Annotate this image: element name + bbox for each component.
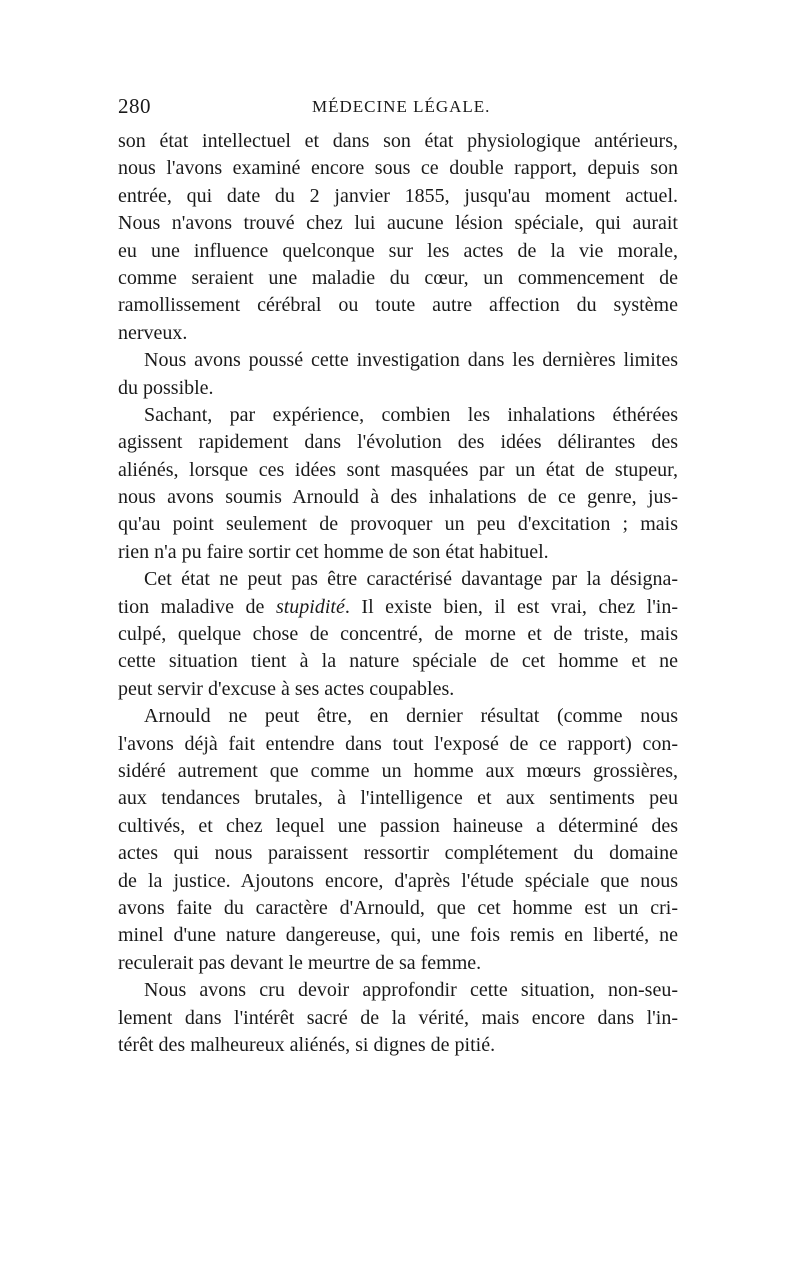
running-title: MÉDECINE LÉGALE. xyxy=(312,97,491,116)
italic-term: stupidité xyxy=(275,595,345,618)
text-line: aliénés, lorsque ces idées sont masquées par un état de stupeur, xyxy=(118,458,678,481)
paragraph xyxy=(118,977,678,1059)
text-line: Nous avons cru devoir approfondir cette situation, non-seu- xyxy=(144,979,678,1002)
text-line: entrée, qui date du 2 janvier 1855, jusqu'au moment actuel. xyxy=(118,184,678,207)
text-fragment: . Il existe bien, il est vrai, chez l'in- xyxy=(344,595,679,618)
text-line: nous avons soumis Arnould à des inhalations de ce genre, jus- xyxy=(118,486,678,509)
text-line: du possible. xyxy=(118,376,214,399)
text-line: Sachant, par expérience, combien les inhalations éthérées xyxy=(144,403,678,426)
paragraph xyxy=(118,566,678,703)
text-line: avons faite du caractère d'Arnould, que cet homme est un cri- xyxy=(118,896,678,919)
text-line: térêt des malheureux aliénés, si dignes de pitié. xyxy=(118,1033,496,1056)
text-line: lement dans l'intérêt sacré de la vérité, mais encore dans l'in- xyxy=(118,1006,678,1029)
text-line: qu'au point seulement de provoquer un peu d'excitation ; mais xyxy=(118,513,678,536)
text-line: Cet état ne peut pas être caractérisé davantage par la désigna- xyxy=(144,568,678,591)
paragraph xyxy=(118,128,678,347)
text-fragment: tion maladive de xyxy=(118,595,265,618)
text-line: son état intellectuel et dans son état physiologique antérieurs, xyxy=(118,130,678,152)
text-line: rien n'a pu faire sortir cet homme de son état habituel. xyxy=(118,540,549,563)
body-text xyxy=(118,128,678,1059)
text-line: reculerait pas devant le meurtre de sa femme. xyxy=(118,951,482,974)
text-line: Nous avons poussé cette investigation dans les dernières limites xyxy=(144,349,678,372)
text-line: peut servir d'excuse à ses actes coupables. xyxy=(118,677,455,700)
text-line: nous l'avons examiné encore sous ce double rapport, depuis son xyxy=(118,157,678,180)
text-line: ramollissement cérébral ou toute autre affection du système xyxy=(118,294,678,317)
paragraph xyxy=(118,703,678,977)
paragraph xyxy=(118,347,678,402)
text-line: de la justice. Ajoutons encore, d'après l'étude spéciale que nous xyxy=(118,869,678,892)
text-line: actes qui nous paraissent ressortir complétement du domaine xyxy=(118,842,678,865)
text-line: sidéré autrement que comme un homme aux mœurs grossières, xyxy=(118,759,678,782)
page-header xyxy=(118,94,680,124)
text-line: nerveux. xyxy=(118,321,188,344)
text-line: cette situation tient à la nature spéciale de cet homme et ne xyxy=(118,650,678,673)
page-number: 280 xyxy=(118,94,151,118)
text-line: comme seraient une maladie du cœur, un commencement de xyxy=(118,266,678,289)
text-line: minel d'une nature dangereuse, qui, une fois remis en liberté, ne xyxy=(118,924,678,947)
text-line: cultivés, et chez lequel une passion haineuse a déterminé des xyxy=(118,814,678,837)
text-line: l'avons déjà fait entendre dans tout l'exposé de ce rapport) con- xyxy=(118,732,678,755)
text-line: Nous n'avons trouvé chez lui aucune lésion spéciale, qui aurait xyxy=(118,212,678,235)
text-line: culpé, quelque chose de concentré, de morne et de triste, mais xyxy=(118,623,678,646)
text-line: aux tendances brutales, à l'intelligence et aux sentiments peu xyxy=(118,787,678,810)
text-line: eu une influence quelconque sur les actes de la vie morale, xyxy=(118,239,678,262)
text-line xyxy=(118,594,678,621)
text-line: agissent rapidement dans l'évolution des idées délirantes des xyxy=(118,431,678,454)
paragraph xyxy=(118,402,678,566)
text-line: Arnould ne peut être, en dernier résultat (comme nous xyxy=(144,705,678,728)
